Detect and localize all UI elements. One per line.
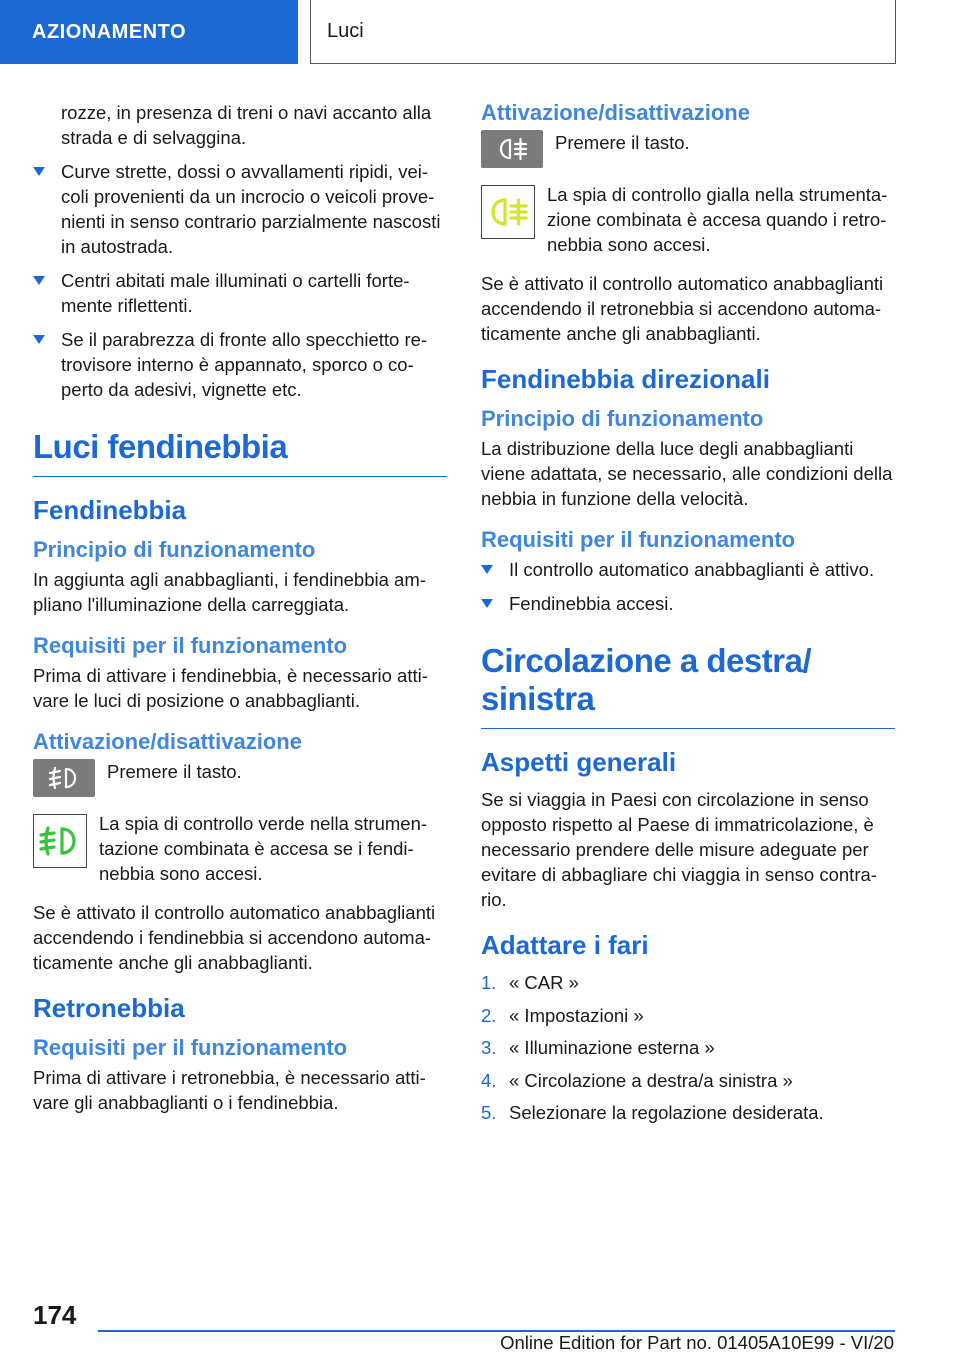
steps-list xyxy=(481,970,895,1125)
list-item: Fendinebbia accesi. xyxy=(481,591,895,616)
front-fog-button-row xyxy=(33,759,447,797)
text-press-button: Premere il tasto. xyxy=(555,132,690,153)
left-column xyxy=(33,100,447,1131)
text-principle-directional: La distribuzione della luce degli anabbaglianti viene adattata, se necessario, alle condizioni della nebbia in funzione della velocità. xyxy=(481,438,893,509)
list-item: rozze, in presenza di treni o navi accanto alla strada e di selvaggina. xyxy=(61,102,432,148)
list-item: Se il parabrezza di fronte allo specchietto retrovisore interno è appannato, sporco o coperto da adesivi, vignette etc. xyxy=(33,327,447,402)
heading-fog-lights: Luci fendinebbia xyxy=(33,428,447,477)
text-press-button: Premere il tasto. xyxy=(107,761,242,782)
heading-principle: Principio di funzionamento xyxy=(481,406,764,431)
bullet-triangle-icon xyxy=(33,167,45,176)
requirements-list xyxy=(481,557,895,616)
heading-activation: Attivazione/disattivazione xyxy=(33,729,302,754)
edition-note: Online Edition for Part no. 01405A10E99 - VI/20 xyxy=(500,1332,894,1353)
rear-fog-indicator-icon xyxy=(481,185,535,239)
front-fog-light-icon xyxy=(33,759,95,797)
heading-requirements: Requisiti per il funzionamento xyxy=(33,633,348,658)
heading-directional-fog: Fendinebbia direzionali xyxy=(481,364,770,394)
text-auto-lowbeam-rear: Se è attivato il controllo automatico anabbaglianti accendendo il retronebbia si accendono automaticamente anche gli anabbaglianti. xyxy=(481,273,884,344)
text-yellow-indicator: La spia di controllo gialla nella strumentazione combinata è accesa quando i retronebbia sono accesi. xyxy=(547,184,888,255)
heading-adapt-headlights: Adattare i fari xyxy=(481,930,649,960)
rear-fog-button-row xyxy=(481,130,895,168)
front-fog-indicator-row xyxy=(33,811,447,886)
list-item: Centri abitati male illuminati o cartelli fortemente riflettenti. xyxy=(33,268,447,318)
list-item: Curve strette, dossi o avvallamenti ripidi, veicoli provenienti da un incrocio o veicoli provenienti in senso contrario parzialmente nascosti in autostrada. xyxy=(33,159,447,259)
section-tab: AZIONAMENTO xyxy=(0,0,298,64)
heading-traffic-side: Circolazione a destra/ sinistra xyxy=(481,642,895,729)
list-item: 2. « Impostazioni » xyxy=(481,1004,644,1026)
bullet-triangle-icon xyxy=(33,335,45,344)
heading-principle: Principio di funzionamento xyxy=(33,537,316,562)
conditions-list xyxy=(33,100,447,402)
text-auto-lowbeam: Se è attivato il controllo automatico anabbaglianti accendendo i fendinebbia si accendono automaticamente anche gli anabbaglianti. xyxy=(33,902,436,973)
text-principle: In aggiunta agli anabbaglianti, i fendinebbia ampliano l'illuminazione della carreggiata. xyxy=(33,569,426,615)
list-item: 5. Selezionare la regolazione desiderata. xyxy=(481,1102,824,1123)
heading-rear-fog: Retronebbia xyxy=(33,993,185,1023)
list-item: 4. « Circolazione a destra/a sinistra » xyxy=(481,1069,793,1091)
bullet-triangle-icon xyxy=(33,276,45,285)
page-number: 174 xyxy=(33,1300,77,1330)
front-fog-indicator-icon xyxy=(33,814,87,868)
rear-fog-light-icon xyxy=(481,130,543,168)
text-green-indicator: La spia di controllo verde nella strumentazione combinata è accesa se i fendinebbia sono accesi. xyxy=(99,813,428,884)
text-rear-requirements: Prima di attivare i retronebbia, è necessario attivare gli anabbaglianti o i fendinebbia. xyxy=(33,1067,426,1113)
heading-requirements: Requisiti per il funzionamento xyxy=(481,527,796,552)
list-item: Il controllo automatico anabbaglianti è attivo. xyxy=(481,557,895,582)
text-requirements: Prima di attivare i fendinebbia, è necessario attivare le luci di posizione o anabbaglianti. xyxy=(33,665,428,711)
list-item: 3. « Illuminazione esterna » xyxy=(481,1037,715,1058)
bullet-triangle-icon xyxy=(481,599,493,608)
text-general: Se si viaggia in Paesi con circolazione in senso opposto rispetto al Paese di immatricolazione, è necessario prendere delle misure adeguate per evitare di abbagliare chi viaggia in senso contrario. xyxy=(481,789,877,910)
heading-rear-requirements: Requisiti per il funzionamento xyxy=(33,1035,348,1060)
bullet-triangle-icon xyxy=(481,565,493,574)
heading-rear-activation: Attivazione/disattivazione xyxy=(481,100,750,125)
rear-fog-indicator-row xyxy=(481,182,895,257)
list-item: 1. « CAR » xyxy=(481,972,579,993)
heading-front-fog: Fendinebbia xyxy=(33,495,187,525)
right-column xyxy=(481,100,895,1133)
heading-general: Aspetti generali xyxy=(481,747,677,777)
chapter-title: Luci xyxy=(310,0,896,64)
